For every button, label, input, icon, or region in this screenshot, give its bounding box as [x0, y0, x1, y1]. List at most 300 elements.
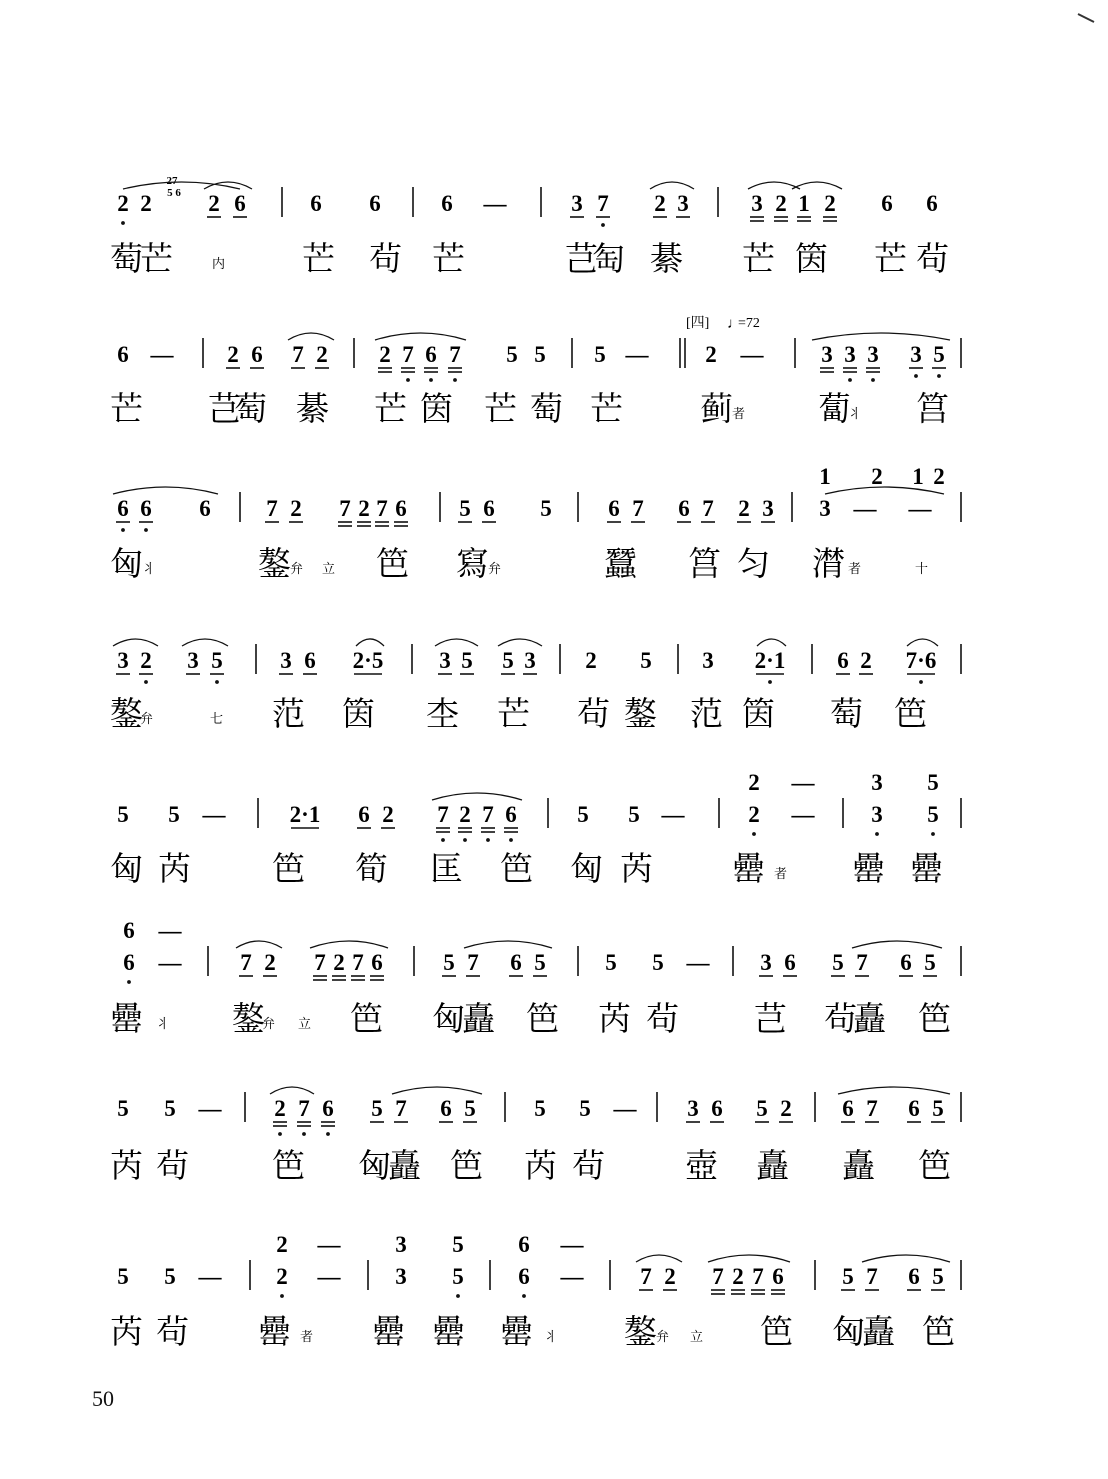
upper-note: 1 — [912, 464, 924, 489]
tablature-glyph: 匀 — [737, 547, 770, 583]
tablature-glyph: 芮 — [110, 1149, 143, 1185]
octave-dot — [914, 374, 918, 378]
tablature-glyph: 范 — [272, 697, 305, 733]
upper-note: 2 — [933, 464, 945, 489]
note: 6 — [310, 191, 322, 216]
note: 6 — [518, 1264, 530, 1289]
slur — [748, 182, 800, 189]
slur — [270, 1087, 314, 1094]
note: 3 — [844, 342, 856, 367]
tablature-glyph: 茍 — [369, 242, 402, 278]
note: — — [908, 496, 932, 521]
tablature-glyph: 蔔 — [818, 392, 851, 428]
octave-dot — [522, 1294, 526, 1298]
tablature-glyph: 茍 — [572, 1149, 605, 1185]
tempo-note-symbol: ♩ — [727, 316, 742, 332]
tablature-glyph: 匡 — [430, 852, 463, 888]
tablature-glyph: 芮 — [524, 1149, 557, 1185]
upper-note: — — [791, 770, 815, 795]
upper-note: 5 — [927, 770, 939, 795]
note: 2 — [748, 802, 760, 827]
slur — [852, 941, 942, 948]
tablature-glyph: 茍 — [156, 1315, 189, 1351]
note: 3 — [187, 648, 199, 673]
note: 6 — [440, 1096, 452, 1121]
note: 5 — [933, 342, 945, 367]
note: 2 — [705, 342, 717, 367]
note: 2 — [780, 1096, 792, 1121]
tablature-glyph: 筥 — [688, 547, 721, 583]
upper-note: 3 — [395, 1232, 407, 1257]
note: 2 — [358, 496, 370, 521]
note: 5 — [443, 950, 455, 975]
upper-note: 3 — [871, 770, 883, 795]
note: 6 — [371, 950, 383, 975]
system-5 — [110, 770, 961, 888]
note: 7 — [314, 950, 326, 975]
note: 5 — [628, 802, 640, 827]
slur — [356, 639, 384, 646]
note: 6 — [369, 191, 381, 216]
note: 5 — [927, 802, 939, 827]
note: 6 — [322, 1096, 334, 1121]
note: 7 — [702, 496, 714, 521]
system-1 — [110, 175, 949, 278]
note: 5 — [452, 1264, 464, 1289]
tablature-glyph: 笆 — [272, 852, 305, 888]
tablature-glyph: 者 — [848, 561, 862, 576]
note: 6 — [837, 648, 849, 673]
note: 7 — [632, 496, 644, 521]
octave-dot — [456, 1294, 460, 1298]
note: 7 — [352, 950, 364, 975]
tablature-glyph: 立 — [690, 1329, 704, 1344]
note: 7 — [240, 950, 252, 975]
tablature-glyph: 芮 — [110, 1315, 143, 1351]
tablature-glyph: 蓟 — [700, 392, 733, 428]
note: 6 — [395, 496, 407, 521]
tablature-glyph: 鏊 — [110, 697, 143, 733]
tablature-glyph: 芑 — [565, 242, 598, 278]
slur — [236, 941, 282, 948]
tablature-glyph: 筃 — [795, 242, 828, 278]
note: 2 — [654, 191, 666, 216]
tablature-glyph: 鏊 — [232, 1002, 265, 1038]
octave-dot — [121, 528, 125, 532]
tablature-glyph: 罍 — [852, 852, 885, 888]
note: 7 — [752, 1264, 764, 1289]
octave-dot — [406, 378, 410, 382]
tablature-glyph: 壺 — [685, 1149, 718, 1185]
note: 2 — [585, 648, 597, 673]
note: 6 — [505, 802, 517, 827]
note: 3 — [571, 191, 583, 216]
note: 5 — [117, 1096, 129, 1121]
note: 3 — [871, 802, 883, 827]
octave-dot — [486, 838, 490, 842]
note: 7 — [640, 1264, 652, 1289]
tablature-glyph: 丬 — [142, 561, 156, 576]
tablature-glyph: 笆 — [922, 1315, 955, 1351]
octave-dot — [144, 680, 148, 684]
note: 3 — [702, 648, 714, 673]
note: 6 — [123, 950, 135, 975]
slur — [113, 487, 218, 494]
note: 5 — [756, 1096, 768, 1121]
tablature-glyph: 弁 — [656, 1329, 670, 1344]
octave-dot — [919, 680, 923, 684]
note: 5 — [164, 1096, 176, 1121]
note: — — [686, 950, 710, 975]
tablature-glyph: 茍 — [577, 697, 610, 733]
tablature-glyph: 匈 — [570, 852, 603, 888]
tablature-glyph: 茍 — [916, 242, 949, 278]
tablature-glyph: 匈 — [110, 852, 143, 888]
tablature-glyph: 芑 — [754, 1002, 787, 1038]
note: 6 — [908, 1264, 920, 1289]
note: 6 — [608, 496, 620, 521]
note: 5 — [459, 496, 471, 521]
upper-note: 6 — [123, 918, 135, 943]
note: 6 — [425, 342, 437, 367]
octave-dot — [280, 1294, 284, 1298]
slur — [757, 639, 786, 646]
tablature-glyph: 蠶 — [604, 547, 637, 583]
octave-dot — [937, 374, 941, 378]
tablature-glyph: 萄 — [110, 242, 143, 278]
note: 2 — [140, 191, 152, 216]
tablature-glyph: 芒 — [110, 392, 143, 428]
note: 6 — [881, 191, 893, 216]
note: 2 — [860, 648, 872, 673]
tablature-glyph: 匈 — [432, 1002, 465, 1038]
tablature-glyph: 鏊 — [624, 1315, 657, 1351]
note: 6 — [772, 1264, 784, 1289]
note: 7 — [482, 802, 494, 827]
note: 5 — [534, 950, 546, 975]
note: 7 — [339, 496, 351, 521]
note: 2 — [274, 1096, 286, 1121]
note: 3 — [439, 648, 451, 673]
note: 5 — [168, 802, 180, 827]
slur — [432, 793, 522, 800]
slur — [182, 639, 228, 646]
tablature-glyph: 矗 — [853, 1002, 886, 1038]
octave-dot — [931, 832, 935, 836]
tablature-glyph: 丬 — [544, 1329, 558, 1344]
note: 5 — [579, 1096, 591, 1121]
corner-mark — [1078, 14, 1094, 22]
note: 7 — [449, 342, 461, 367]
upper-note: — — [560, 1232, 584, 1257]
note: 7 — [467, 950, 479, 975]
note: 6 — [117, 342, 129, 367]
note: 2·5 — [352, 648, 384, 673]
slur — [123, 182, 240, 189]
note: 5 — [842, 1264, 854, 1289]
note: — — [625, 342, 649, 367]
grace-notes: 5 6 — [167, 187, 181, 199]
slur — [838, 1087, 950, 1094]
tablature-glyph: 罍 — [732, 852, 765, 888]
note: 7 — [597, 191, 609, 216]
note: 5 — [211, 648, 223, 673]
note: 6 — [784, 950, 796, 975]
note: 2 — [732, 1264, 744, 1289]
note: 5 — [652, 950, 664, 975]
tablature-glyph: 芒 — [497, 697, 530, 733]
tablature-glyph: 矗 — [462, 1002, 495, 1038]
note: 7 — [866, 1096, 878, 1121]
tablature-glyph: 矗 — [842, 1149, 875, 1185]
note: 5 — [464, 1096, 476, 1121]
slur — [498, 639, 542, 646]
system-6 — [110, 918, 961, 1038]
tablature-glyph: 芒 — [140, 242, 173, 278]
note: — — [853, 496, 877, 521]
tablature-glyph: 萄 — [830, 697, 863, 733]
tablature-glyph: 芒 — [302, 242, 335, 278]
page-number: 50 — [92, 1386, 114, 1411]
tablature-glyph: 笆 — [450, 1149, 483, 1185]
slur — [113, 639, 158, 646]
section-label: [四] — [686, 316, 710, 331]
tablature-glyph: 芮 — [158, 852, 191, 888]
octave-dot — [127, 980, 131, 984]
tablature-glyph: 杢 — [426, 697, 459, 733]
note: — — [158, 950, 182, 975]
octave-dot — [121, 221, 125, 225]
grace-notes: 27 — [166, 175, 178, 187]
octave-dot — [278, 1132, 282, 1136]
tablature-glyph: 筥 — [916, 392, 949, 428]
tablature-glyph: 罍 — [372, 1315, 405, 1351]
tablature-glyph: 者 — [732, 406, 746, 421]
note: 6 — [234, 191, 246, 216]
note: 5 — [164, 1264, 176, 1289]
tablature-glyph: 笆 — [894, 697, 927, 733]
note: 6 — [678, 496, 690, 521]
note: — — [483, 191, 507, 216]
note: 6 — [304, 648, 316, 673]
tablature-glyph: 者 — [300, 1329, 314, 1344]
slur — [708, 1255, 790, 1262]
note: 3 — [677, 191, 689, 216]
tablature-glyph: 弁 — [262, 1016, 276, 1031]
note: 2 — [382, 802, 394, 827]
tablature-glyph: 芒 — [742, 242, 775, 278]
note: 3 — [751, 191, 763, 216]
note: 3 — [762, 496, 774, 521]
octave-dot — [215, 680, 219, 684]
note: 2 — [459, 802, 471, 827]
note: 2·1 — [754, 648, 786, 673]
tablature-glyph: 綦 — [296, 392, 329, 428]
tablature-glyph: 萄 — [530, 392, 563, 428]
slur — [792, 182, 842, 189]
note: 3 — [867, 342, 879, 367]
tablature-glyph: 丬 — [848, 406, 862, 421]
note: 5 — [534, 342, 546, 367]
tablature-glyph: 芒 — [374, 392, 407, 428]
note: 7 — [395, 1096, 407, 1121]
note: 2 — [333, 950, 345, 975]
upper-note: 2 — [871, 464, 883, 489]
note: 5 — [461, 648, 473, 673]
note: 6 — [842, 1096, 854, 1121]
note: 2 — [379, 342, 391, 367]
tablature-glyph: 芒 — [432, 242, 465, 278]
tablature-glyph: 笆 — [760, 1315, 793, 1351]
note: 7 — [292, 342, 304, 367]
note: 2 — [664, 1264, 676, 1289]
tablature-glyph: 筃 — [342, 697, 375, 733]
note: 7 — [866, 1264, 878, 1289]
tablature-glyph: 鏊 — [624, 697, 657, 733]
note: 3 — [687, 1096, 699, 1121]
slur — [862, 1255, 950, 1262]
tablature-glyph: 匈 — [832, 1315, 865, 1351]
note: — — [560, 1264, 584, 1289]
slur — [375, 333, 466, 340]
slur — [650, 182, 694, 189]
tablature-glyph: 茍 — [824, 1002, 857, 1038]
note: — — [317, 1264, 341, 1289]
upper-note: 1 — [819, 464, 831, 489]
note: 5 — [502, 648, 514, 673]
slur — [310, 941, 388, 948]
tablature-glyph: 茍 — [156, 1149, 189, 1185]
note: 7 — [376, 496, 388, 521]
tablature-glyph: 丬 — [156, 1016, 170, 1031]
note: 5 — [932, 1264, 944, 1289]
upper-note: 6 — [518, 1232, 530, 1257]
slur — [435, 639, 478, 646]
note: 2 — [208, 191, 220, 216]
note: 6 — [251, 342, 263, 367]
note: 7 — [712, 1264, 724, 1289]
tablature-glyph: 茍 — [646, 1002, 679, 1038]
note: 3 — [117, 648, 129, 673]
note: — — [198, 1264, 222, 1289]
tablature-glyph: 筍 — [355, 852, 388, 888]
tablature-glyph: 罍 — [432, 1315, 465, 1351]
octave-dot — [509, 838, 513, 842]
tablature-glyph: 十 — [915, 561, 929, 576]
tablature-glyph: 弁 — [290, 561, 304, 576]
note: 3 — [760, 950, 772, 975]
note: 5 — [534, 1096, 546, 1121]
note: 5 — [577, 802, 589, 827]
octave-dot — [848, 378, 852, 382]
slur — [825, 487, 944, 494]
tablature-glyph: 芮 — [598, 1002, 631, 1038]
octave-dot — [875, 832, 879, 836]
note: 6 — [358, 802, 370, 827]
note: 3 — [910, 342, 922, 367]
tablature-glyph: 罍 — [910, 852, 943, 888]
note: 1 — [798, 191, 810, 216]
upper-note: 2 — [748, 770, 760, 795]
system-7 — [110, 1087, 961, 1185]
note: 5 — [117, 1264, 129, 1289]
tablature-glyph: 笆 — [350, 1002, 383, 1038]
note: 5 — [117, 802, 129, 827]
note: 3 — [280, 648, 292, 673]
note: 6 — [483, 496, 495, 521]
tablature-glyph: 匋 — [592, 242, 625, 278]
upper-note: 2 — [276, 1232, 288, 1257]
tablature-glyph: 潸 — [812, 547, 845, 583]
slur — [392, 1087, 482, 1094]
octave-dot — [601, 223, 605, 227]
octave-dot — [302, 1132, 306, 1136]
note: 7 — [298, 1096, 310, 1121]
note: 2 — [276, 1264, 288, 1289]
note: — — [613, 1096, 637, 1121]
tablature-glyph: 匈 — [358, 1149, 391, 1185]
note: 3 — [524, 648, 536, 673]
note: 2 — [824, 191, 836, 216]
tablature-glyph: 綦 — [650, 242, 683, 278]
octave-dot — [463, 838, 467, 842]
note: — — [150, 342, 174, 367]
tablature-glyph: 矗 — [862, 1315, 895, 1351]
note: 6 — [199, 496, 211, 521]
note: 2 — [775, 191, 787, 216]
note: — — [661, 802, 685, 827]
note: 6 — [908, 1096, 920, 1121]
note: 5 — [932, 1096, 944, 1121]
system-3 — [110, 464, 961, 583]
note: 5 — [832, 950, 844, 975]
note: — — [740, 342, 764, 367]
octave-dot — [871, 378, 875, 382]
tablature-glyph: 弁 — [488, 561, 502, 576]
tablature-glyph: 矗 — [388, 1149, 421, 1185]
tablature-glyph: 笆 — [500, 852, 533, 888]
note: 6 — [711, 1096, 723, 1121]
note: 6 — [441, 191, 453, 216]
tempo-bpm: =72 — [738, 316, 760, 331]
note: 5 — [924, 950, 936, 975]
octave-dot — [752, 832, 756, 836]
note: 2 — [117, 191, 129, 216]
note: 5 — [605, 950, 617, 975]
tablature-glyph: 弁 — [140, 711, 154, 726]
tablature-glyph: 矗 — [756, 1149, 789, 1185]
octave-dot — [453, 378, 457, 382]
note: — — [791, 802, 815, 827]
system-8 — [110, 1232, 961, 1351]
system-2 — [110, 333, 961, 428]
tablature-glyph: 筃 — [420, 392, 453, 428]
note: 6 — [900, 950, 912, 975]
slur — [636, 1255, 682, 1262]
notation-systems — [110, 175, 961, 1351]
note: 2 — [264, 950, 276, 975]
note: 2 — [140, 648, 152, 673]
note: 2·1 — [289, 802, 321, 827]
octave-dot — [144, 528, 148, 532]
tablature-glyph: 立 — [298, 1016, 312, 1031]
note: 7 — [402, 342, 414, 367]
tablature-glyph: 七 — [210, 711, 224, 726]
tablature-glyph: 芑 — [208, 392, 241, 428]
upper-note: — — [158, 918, 182, 943]
upper-note: — — [317, 1232, 341, 1257]
note: 5 — [371, 1096, 383, 1121]
